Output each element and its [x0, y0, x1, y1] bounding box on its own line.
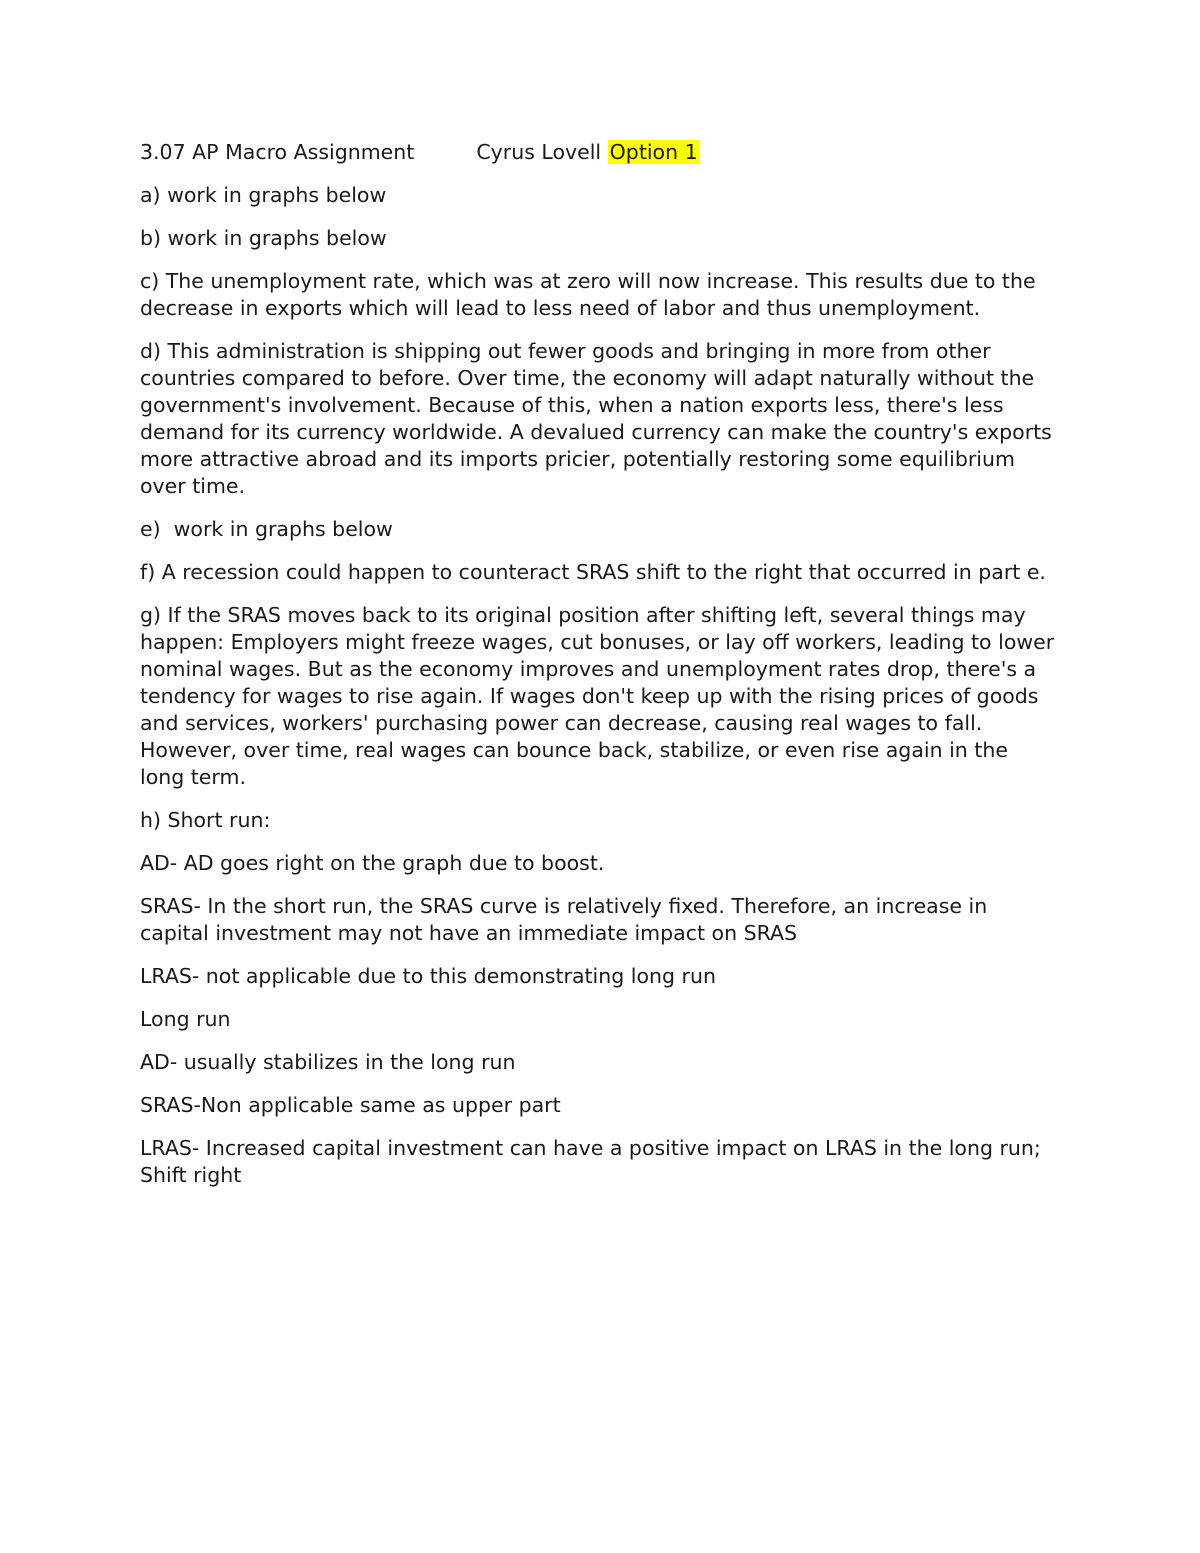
short-run-ad: AD- AD goes right on the graph due to boost.: [140, 851, 605, 875]
document-header: [140, 139, 1055, 166]
answer-d: d) This administration is shipping out fewer goods and bringing in more from other countries compared to before. Over time, the economy will adapt naturally without the government's involvement. Because of this, when a nation exports less, there's less demand for its currency worldwide. A devalued currency can make the country's exports more attractive abroad and its imports pricier, potentially restoring some equilibrium over time.: [140, 339, 1052, 498]
answer-h-heading: h) Short run:: [140, 808, 271, 832]
answer-b: b) work in graphs below: [140, 226, 387, 250]
document-page: [140, 139, 1055, 1205]
option-highlight: Option 1: [609, 140, 698, 164]
answer-e: e) work in graphs below: [140, 517, 393, 541]
long-run-ad: AD- usually stabilizes in the long run: [140, 1050, 516, 1074]
short-run-lras: LRAS- not applicable due to this demonstrating long run: [140, 964, 716, 988]
answer-a: a) work in graphs below: [140, 183, 387, 207]
long-run-heading: Long run: [140, 1007, 231, 1031]
answer-c: c) The unemployment rate, which was at zero will now increase. This results due to the decrease in exports which will lead to less need of labor and thus unemployment.: [140, 269, 1036, 320]
short-run-sras: SRAS- In the short run, the SRAS curve is relatively fixed. Therefore, an increase in capital investment may not have an immediate impact on SRAS: [140, 894, 988, 945]
document-title: 3.07 AP Macro Assignment: [140, 140, 415, 164]
long-run-sras: SRAS-Non applicable same as upper part: [140, 1093, 561, 1117]
answer-g: g) If the SRAS moves back to its original position after shifting left, several things may happen: Employers might freeze wages, cut bonuses, or lay off workers, leading to lower nominal wages. But as the economy improves and unemployment rates drop, there's a tendency for wages to rise again. If wages don't keep up with the rising prices of goods and services, workers' purchasing power can decrease, causing real wages to fall. However, over time, real wages can bounce back, stabilize, or even rise again in the long term.: [140, 603, 1055, 789]
answer-f: f) A recession could happen to counteract SRAS shift to the right that occurred in part e.: [140, 560, 1046, 584]
author-name: Cyrus Lovell: [476, 140, 602, 164]
long-run-lras: LRAS- Increased capital investment can have a positive impact on LRAS in the long run; Shift right: [140, 1136, 1041, 1187]
